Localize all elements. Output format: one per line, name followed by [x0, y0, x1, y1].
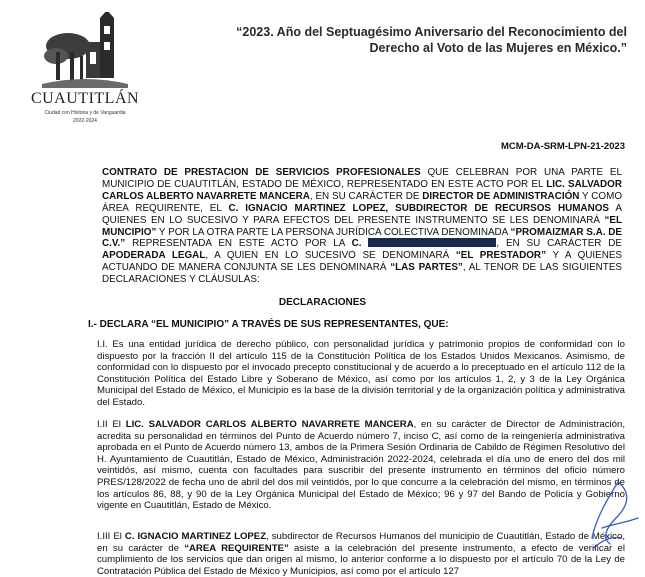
document-folio: MCM-DA-SRM-LPN-21-2023 [500, 141, 625, 152]
intro-text-8: A QUIENES EN LO SUCESIVO Y PARA EFECTOS DEL PRESENTE INSTRUMENTO SE LES DENOMINARÁ [102, 202, 622, 226]
intro-text-3: LIC. SALVADOR CARLOS ALBERTO NAVARRETE MANCERA [102, 178, 622, 202]
declarations-title: DECLARACIONES [278, 297, 367, 308]
intro-text-10: Y POR LA OTRA PARTE LA PERSONA JURÍDICA COLECTIVA DENOMINADA [156, 226, 511, 238]
signature-mark [588, 478, 642, 558]
decl-1-3-role: “AREA REQUIRENTE” [184, 542, 289, 554]
intro-text-14: , EN SU CARÁCTER DE [496, 238, 622, 250]
intro-text-17: “EL PRESTADOR” [455, 250, 547, 262]
logo-years: 2022-2024 [73, 118, 97, 124]
logo-tagline: Ciudad con Historia y de Vanguardia [44, 110, 126, 116]
intro-text-6: Y COMO ÁREA REQUIRENTE, EL [102, 190, 623, 214]
intro-text-13: C. [351, 238, 362, 250]
decl-1-2-body: , en su carácter de Director de Administración, acredita su personalidad en términos del Punto de Acuerdo número 7, inciso C, así como de la reingeniería administrativa aprobada en el Punto de Acuerdo número 13, ambos de la Primera Sesión Ordinaria de Cabildo de Régimen Resolutivo del H. Ayuntamiento de Cuautitlán, Estado de México, Administración 2022-2024, celebrada el día uno de enero del dos mil veintidós, así mismo, cuenta con facultades para suscribir del presente instrumento en términos del oficio número PRES/128/2022 de fecha uno de abril del dos mil veintidós, por lo que concurre a la celebración del mismo, en términos de los artículos 86, 88, y 90 de la Ley Orgánica Municipal del Estado de México; 96 y 97 del Bando de Policía y Gobierno vigente en Cuautitlán, Estado de México. [97, 419, 625, 512]
declaration-1-2 [97, 419, 625, 512]
municipal-logo [30, 12, 140, 124]
section-1-heading: I.- DECLARA “EL MUNICIPIO” A TRAVÉS DE SUS REPRESENTANTES, QUE: [88, 319, 449, 330]
logo-name: CUAUTITLÁN [30, 90, 140, 107]
intro-text-15: APODERADA LEGAL [102, 250, 206, 262]
decl-1-3-body-2: asiste a la celebración del presente instrumento, a efecto de verificar el cumplimiento de los servicios que dan origen al mismo, lo anterior conforme a lo dispuesto por el artículo 70 de la Ley de Contratación Pública del Estado de México y Municipios, así como por el artículo 127 [97, 542, 625, 577]
year-motto: “2023. Año del Septuagésimo Aniversario del Reconocimiento del Derecho al Voto de las Mujeres en México.” [236, 25, 627, 55]
redaction-bar [368, 238, 496, 247]
decl-1-3-name: C. IGNACIO MARTINEZ LOPEZ [124, 531, 267, 542]
contract-intro [102, 167, 622, 286]
declaration-1-3 [97, 531, 625, 577]
intro-text-5: DIRECTOR DE ADMINISTRACIÓN [422, 190, 580, 202]
decl-1-3-body-1: , subdirector de Recursos Humanos del municipio de Cuautitlán, Estado de México, en su carácter de [97, 531, 625, 554]
intro-text-19: “LAS PARTES” [390, 262, 463, 274]
declaration-1-1: I.I. Es una entidad jurídica de derecho público, con personalidad jurídica y patrimonio propios de conformidad con lo dispuesto por la fracción II del artículo 115 de la Constitución Política de los Estados Unidos Mexicanos. Asimismo, de conformidad con lo dispuesto por el invocado precepto constitucional y de acuerdo a lo preceptuado en el artículo 112 de la Constitución Política del Estado Libre y Soberano de México, así como por los artículos 1, 2, y 3 de la Ley Orgánica Municipal del Estado de México, el Municipio es la base de la división territorial y de la organización política y administrativa del Estado. [97, 339, 625, 408]
intro-text-20: , AL TENOR DE LAS SIGUIENTES DECLARACIONES Y CLÁUSULAS: [102, 262, 622, 286]
decl-1-2-name: LIC. SALVADOR CARLOS ALBERTO NAVARRETE MANCERA [125, 419, 414, 430]
intro-text-9: “EL MUNCIPIO” [102, 214, 622, 238]
decl-1-3-prefix: I.III El [97, 531, 125, 542]
intro-text-4: , EN SU CARÁCTER DE [309, 190, 423, 202]
intro-text-18: Y A QUIENES ACTUANDO DE MANERA CONJUNTA SE LES DENOMINARÁ [102, 250, 623, 274]
intro-text-7: C. IGNACIO MARTINEZ LOPEZ, SUBDIRECTOR DE RECURSOS HUMANOS [228, 202, 609, 214]
intro-text-2: QUE CELEBRAN POR UNA PARTE EL MUNICIPIO DE CUAUTITLÁN, ESTADO DE MÉXICO, REPRESENTADO EN ESTE ACTO POR EL [102, 167, 622, 190]
church-tower-icon [42, 12, 128, 90]
decl-1-2-prefix: I.II El [97, 419, 126, 430]
intro-text-16: , A QUIEN EN LO SUCESIVO SE DENOMINARÁ [205, 250, 456, 262]
intro-text-11: “PROMAIZMAR S.A. DE C.V.” [102, 226, 622, 250]
intro-text-12: REPRESENTADA EN ESTE ACTO POR LA [125, 238, 352, 250]
intro-text-1: CONTRATO DE PRESTACION DE SERVICIOS PROFESIONALES [102, 167, 421, 178]
